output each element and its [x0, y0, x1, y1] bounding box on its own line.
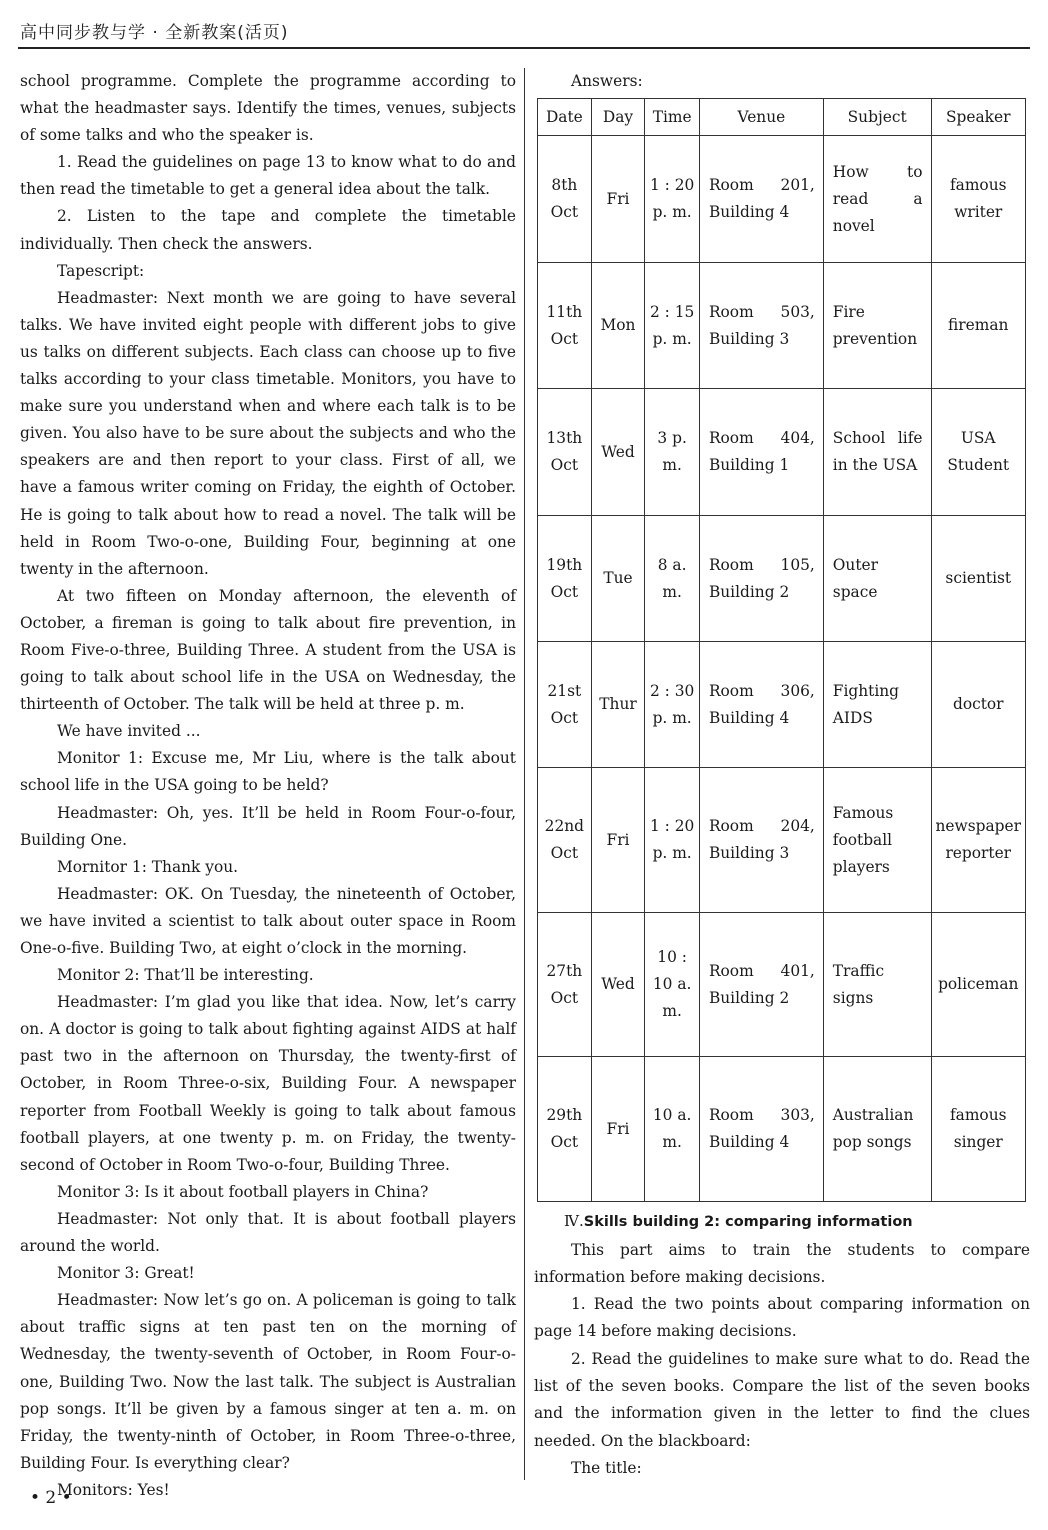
- cell-date: 21st Oct: [538, 642, 592, 768]
- cell-time: 10 : 10 a. m.: [645, 913, 700, 1057]
- cell-day: Fri: [591, 136, 645, 263]
- section-paragraph: 2. Read the guidelines to make sure what to do. Read the list of the seven books. Compare the list of the seven books and the information given in the letter to find the clues needed. On the blackboard:: [534, 1349, 1030, 1450]
- cell-speaker: fireman: [931, 263, 1026, 389]
- cell-day: Mon: [591, 263, 645, 389]
- body-paragraph: We have invited ...: [57, 722, 201, 741]
- cell-day: Wed: [591, 913, 645, 1057]
- cell-day: Wed: [591, 389, 645, 516]
- cell-time: 10 a. m.: [645, 1057, 700, 1202]
- cell-subject: Traffic signs: [823, 913, 931, 1057]
- cell-time: 3 p. m.: [645, 389, 700, 516]
- cell-time: 8 a. m.: [645, 516, 700, 642]
- body-paragraph: Mornitor 1: Thank you.: [57, 857, 239, 876]
- table-row: [538, 1057, 1026, 1202]
- cell-day: Fri: [591, 1057, 645, 1202]
- cell-day: Fri: [591, 768, 645, 913]
- cell-venue: Room 401, Building 2: [699, 913, 823, 1057]
- column-header-speaker: Speaker: [931, 99, 1026, 136]
- section-paragraph: 1. Read the two points about comparing information on page 14 before making decisions.: [534, 1295, 1030, 1341]
- table-header-row: [538, 99, 1026, 136]
- left-column: [20, 68, 516, 1504]
- cell-venue: Room 303, Building 4: [699, 1057, 823, 1202]
- cell-venue: Room 404, Building 1: [699, 389, 823, 516]
- cell-speaker: famous writer: [931, 136, 1026, 263]
- cell-date: 27th Oct: [538, 913, 592, 1057]
- cell-time: 2 : 30 p. m.: [645, 642, 700, 768]
- column-header-venue: Venue: [699, 99, 823, 136]
- body-paragraph: 1. Read the guidelines on page 13 to know what to do and then read the timetable to get a general idea about the talk.: [20, 153, 516, 199]
- cell-subject: Fighting AIDS: [823, 642, 931, 768]
- section-numeral: Ⅳ.: [564, 1212, 584, 1231]
- cell-speaker: doctor: [931, 642, 1026, 768]
- cell-date: 22nd Oct: [538, 768, 592, 913]
- table-row: [538, 768, 1026, 913]
- table-row: [538, 913, 1026, 1057]
- section-title: Skills building 2: comparing information: [583, 1214, 913, 1231]
- cell-subject: Fire prevention: [823, 263, 931, 389]
- table-row: [538, 516, 1026, 642]
- page-header-title: 高中同步教与学 · 全新教案(活页): [20, 23, 289, 43]
- body-paragraph: Monitor 1: Excuse me, Mr Liu, where is the talk about school life in the USA going to be held?: [20, 749, 516, 795]
- section-paragraph: The title:: [571, 1458, 642, 1477]
- body-paragraph: Tapescript:: [57, 261, 145, 280]
- column-header-date: Date: [538, 99, 592, 136]
- cell-subject: Famous football players: [823, 768, 931, 913]
- cell-time: 2 : 15 p. m.: [645, 263, 700, 389]
- body-paragraph: Headmaster: OK. On Tuesday, the nineteenth of October, we have invited a scientist to talk about outer space in Room One-o-five. Building Two, at eight o’clock in the morning.: [20, 884, 516, 957]
- body-paragraph: Monitor 2: That’ll be interesting.: [57, 966, 314, 985]
- cell-time: 1 : 20 p. m.: [645, 768, 700, 913]
- body-paragraph: school programme. Complete the programme according to what the headmaster says. Identify the times, venues, subjects of some talks and who the speaker is.: [20, 72, 516, 145]
- right-column: [534, 68, 1030, 1482]
- body-paragraph: Headmaster: Now let’s go on. A policeman is going to talk about traffic signs at ten past ten on the morning of Wednesday, the twenty-seventh of October, in Room Four-o-one, Building Two. Now the last talk. The subject is Australian pop songs. It’ll be given by a famous singer at ten a. m. on Friday, the twenty-ninth of October, in Room Three-o-three, Building Four. Is everything clear?: [20, 1291, 516, 1472]
- cell-date: 29th Oct: [538, 1057, 592, 1202]
- cell-venue: Room 306, Building 4: [699, 642, 823, 768]
- body-paragraph: At two fifteen on Monday afternoon, the eleventh of October, a fireman is going to talk about fire prevention, in Room Five-o-three, Building Three. A student from the USA is going to talk about school life in the USA on Wednesday, the thirteenth of October. The talk will be held at three p. m.: [20, 586, 516, 714]
- body-paragraph: Headmaster: Not only that. It is about football players around the world.: [20, 1209, 516, 1256]
- cell-day: Tue: [591, 516, 645, 642]
- cell-subject: How to read a novel: [823, 136, 931, 263]
- column-header-subject: Subject: [823, 99, 931, 136]
- cell-venue: Room 204, Building 3: [699, 768, 823, 913]
- table-row: [538, 389, 1026, 516]
- page-number: • 2 •: [30, 1488, 72, 1508]
- cell-subject: Outer space: [823, 516, 931, 642]
- cell-time: 1 : 20 p. m.: [645, 136, 700, 263]
- cell-day: Thur: [591, 642, 645, 768]
- cell-speaker: USA Student: [931, 389, 1026, 516]
- body-paragraph: Headmaster: Next month we are going to have several talks. We have invited eight people with different jobs to give us talks on different subjects. Each class can choose up to five talks according to your class timetable. Monitors, you have to make sure you understand when and where each talk is to be given. You also have to be sure about the subjects and who the speakers are and then report to your class. First of all, we have a famous writer coming on Friday, the eighth of October. He is going to talk about how to read a novel. The talk will be held in Room Two-o-one, Building Four, beginning at one twenty in the afternoon.: [20, 288, 516, 578]
- column-header-day: Day: [591, 99, 645, 136]
- column-header-time: Time: [645, 99, 700, 136]
- cell-subject: Australian pop songs: [823, 1057, 931, 1202]
- cell-speaker: newspaper reporter: [931, 768, 1026, 913]
- cell-venue: Room 105, Building 2: [699, 516, 823, 642]
- cell-date: 19th Oct: [538, 516, 592, 642]
- body-paragraph: Monitors: Yes!: [57, 1480, 170, 1499]
- body-paragraph: Monitor 3: Is it about football players in China?: [57, 1182, 429, 1201]
- column-divider: [524, 68, 525, 1480]
- section-paragraph: This part aims to train the students to compare information before making decisions.: [534, 1240, 1030, 1286]
- header-rule: [18, 47, 1030, 49]
- answers-table: [537, 98, 1026, 1202]
- section-heading: [534, 1208, 1030, 1236]
- cell-subject: School life in the USA: [823, 389, 931, 516]
- cell-venue: Room 503, Building 3: [699, 263, 823, 389]
- answers-label: Answers:: [571, 72, 643, 90]
- cell-date: 8th Oct: [538, 136, 592, 263]
- cell-speaker: famous singer: [931, 1057, 1026, 1202]
- table-row: [538, 136, 1026, 263]
- cell-speaker: policeman: [931, 913, 1026, 1057]
- body-paragraph: Headmaster: I’m glad you like that idea. Now, let’s carry on. A doctor is going to talk about fighting against AIDS at half past two in the afternoon on Thursday, the twenty-first of October, in Room Three-o-six, Building Four. A newspaper reporter from Football Weekly is going to talk about famous football players, at one twenty p. m. on Friday, the twenty-second of October in Room Two-o-four, Building Three.: [20, 993, 516, 1174]
- cell-date: 11th Oct: [538, 263, 592, 389]
- cell-date: 13th Oct: [538, 389, 592, 516]
- body-paragraph: Headmaster: Oh, yes. It’ll be held in Room Four-o-four, Building One.: [20, 803, 516, 849]
- body-paragraph: 2. Listen to the tape and complete the timetable individually. Then check the answers.: [20, 207, 516, 253]
- cell-speaker: scientist: [931, 516, 1026, 642]
- cell-venue: Room 201, Building 4: [699, 136, 823, 263]
- table-row: [538, 263, 1026, 389]
- body-paragraph: Monitor 3: Great!: [57, 1264, 195, 1283]
- table-row: [538, 642, 1026, 768]
